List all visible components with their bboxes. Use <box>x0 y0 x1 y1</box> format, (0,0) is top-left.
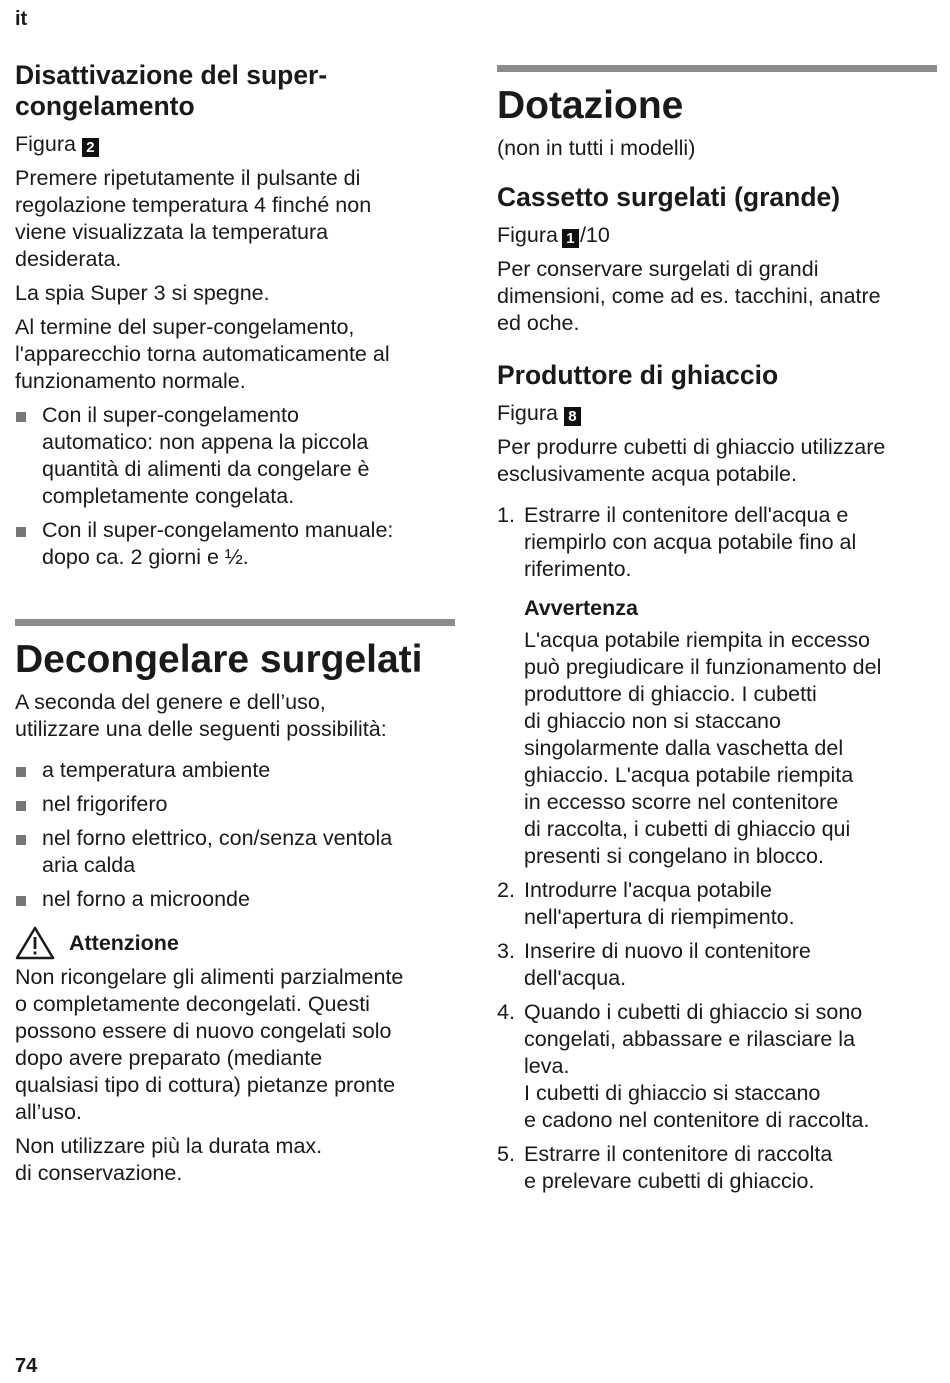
list-item: nel frigorifero <box>15 791 455 818</box>
paragraph: Non utilizzare più la durata max. di conservazione. <box>15 1134 323 1185</box>
warning-triangle-icon <box>15 926 55 960</box>
figure-reference: Figura 8 <box>497 400 937 427</box>
attention-heading <box>15 926 455 960</box>
figure-reference: Figura 1 /10 <box>497 223 610 247</box>
list-item: 1. Estrarre il contenitore dell'acqua e riempirlo con acqua potabile fino al riferimento. Avvertenza L'acqua potabile riempita in eccesso può pregiudicare il funzionamento del produttore di ghiaccio. I cubetti di ghiaccio non si staccano singolarmente dalla vaschetta del ghiaccio. L'acqua potabile riempita in eccesso scorre nel contenitore di raccolta, i cubetti di ghiaccio qui presenti si congelano in blocco. <box>497 502 937 870</box>
page-number: 74 <box>15 1355 38 1377</box>
bullet-list <box>15 402 455 571</box>
list-item: 3. Inserire di nuovo il contenitore dell'acqua. <box>497 939 811 990</box>
section-title-supercooling-off: Disattivazione del super- congelamento <box>15 60 328 121</box>
list-item: Con il super-congelamento manuale: dopo ca. 2 giorni e ½. <box>15 517 455 571</box>
numbered-list <box>497 502 937 1195</box>
bullet-square-icon <box>16 527 26 537</box>
figure-number-box: 2 <box>82 138 99 157</box>
bullet-square-icon <box>16 801 26 811</box>
section-title-equipment: Dotazione <box>497 84 684 127</box>
list-item: 5. Estrarre il contenitore di raccolta e prelevare cubetti di ghiaccio. <box>497 1142 833 1193</box>
paragraph: Per produrre cubetti di ghiaccio utilizzare esclusivamente acqua potabile. <box>497 435 886 486</box>
paragraph: Al termine del super-congelamento, l'apparecchio torna automaticamente al funzionamento normale. <box>15 315 390 393</box>
bullet-square-icon <box>16 896 26 906</box>
bullet-square-icon <box>16 767 26 777</box>
attention-label: Attenzione <box>69 930 179 955</box>
figure-number-box: 8 <box>564 407 581 426</box>
list-item: nel forno elettrico, con/senza ventola aria calda <box>15 825 455 879</box>
section-title-thawing: Decongelare surgelati <box>15 638 423 681</box>
paragraph: Per conservare surgelati di grandi dimensioni, come ad es. tacchini, anatre ed oche. <box>497 257 881 335</box>
right-column <box>497 0 937 1202</box>
subsection-title-ice-maker: Produttore di ghiaccio <box>497 360 779 390</box>
bullet-square-icon <box>16 412 26 422</box>
note-label: Avvertenza <box>524 596 638 620</box>
figure-reference: Figura 2 <box>15 131 455 158</box>
paragraph: Non ricongelare gli alimenti parzialmente o completamente decongelati. Questi possono essere di nuovo congelati solo dopo avere preparato (mediante qualsiasi tipo di cottura) pietanze pronte all’uso. <box>15 965 404 1124</box>
list-item: nel forno a microonde <box>15 886 455 913</box>
note-text: L'acqua potabile riempita in eccesso può pregiudicare il funzionamento del produttore di ghiaccio. I cubetti di ghiaccio non si staccano singolarmente dalla vaschetta del ghiaccio. L'acqua potabile riempita in eccesso scorre nel contenitore di raccolta, i cubetti di ghiaccio qui presenti si congelano in blocco. <box>524 628 882 868</box>
bullet-list <box>15 757 455 913</box>
paragraph: La spia Super 3 si spegne. <box>15 281 270 305</box>
list-item: Con il super-congelamento automatico: non appena la piccola quantità di alimenti da congelare è completamente congelata. <box>15 402 455 510</box>
list-item: 2. Introdurre l'acqua potabile nell'apertura di riempimento. <box>497 878 795 929</box>
bullet-square-icon <box>16 835 26 845</box>
subsection-title-freezer-drawer: Cassetto surgelati (grande) <box>497 182 841 212</box>
language-code: it <box>15 8 28 30</box>
figure-number-box: 1 <box>562 229 579 248</box>
subtitle: (non in tutti i modelli) <box>497 136 696 160</box>
section-divider <box>497 65 937 72</box>
paragraph: Premere ripetutamente il pulsante di regolazione temperatura 4 finché non viene visualizzata la temperatura desiderata. <box>15 166 372 271</box>
section-divider <box>15 619 455 626</box>
paragraph: A seconda del genere e dell’uso, utilizzare una delle seguenti possibilità: <box>15 690 387 741</box>
list-item: a temperatura ambiente <box>15 757 455 784</box>
list-item: 4. Quando i cubetti di ghiaccio si sono congelati, abbassare e rilasciare la leva. I cubetti di ghiaccio si staccano e cadono nel contenitore di raccolta. <box>497 1000 870 1132</box>
left-column <box>15 0 455 1194</box>
